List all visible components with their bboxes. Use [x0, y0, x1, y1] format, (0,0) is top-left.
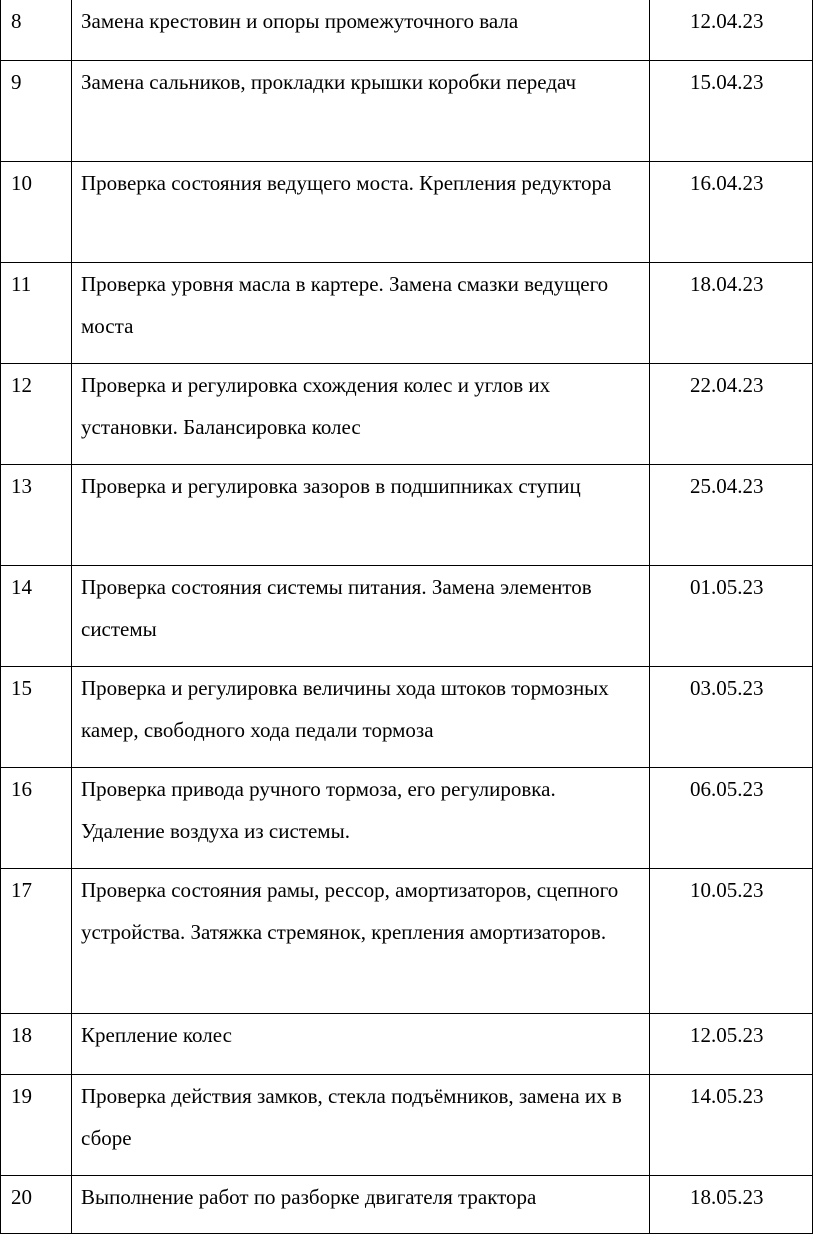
task-description: Проверка состояния рамы, рессор, амортизаторов, сцепного устройства. Затяжка стремянок, крепления амортизаторов. — [72, 869, 650, 1014]
row-number: 19 — [1, 1075, 72, 1176]
task-description: Проверка и регулировка величины хода штоков тормозных камер, свободного хода педали тормоза — [72, 667, 650, 768]
task-date: 18.04.23 — [650, 263, 813, 364]
task-description: Замена сальников, прокладки крышки коробки передач — [72, 61, 650, 162]
table-row — [1, 667, 813, 768]
task-date: 25.04.23 — [650, 465, 813, 566]
table-row — [1, 263, 813, 364]
row-number: 10 — [1, 162, 72, 263]
task-description: Проверка состояния системы питания. Замена элементов системы — [72, 566, 650, 667]
row-number: 17 — [1, 869, 72, 1014]
task-description: Выполнение работ по разборке двигателя трактора — [72, 1176, 650, 1234]
row-number: 11 — [1, 263, 72, 364]
task-date: 16.04.23 — [650, 162, 813, 263]
task-date: 12.04.23 — [650, 0, 813, 61]
table-row — [1, 566, 813, 667]
table-row — [1, 364, 813, 465]
row-number: 8 — [1, 0, 72, 61]
table-row — [1, 0, 813, 61]
task-date: 15.04.23 — [650, 61, 813, 162]
table-row — [1, 465, 813, 566]
task-description: Проверка привода ручного тормоза, его регулировка. Удаление воздуха из системы. — [72, 768, 650, 869]
row-number: 9 — [1, 61, 72, 162]
task-date: 22.04.23 — [650, 364, 813, 465]
task-description: Крепление колес — [72, 1014, 650, 1075]
table-row — [1, 61, 813, 162]
row-number: 14 — [1, 566, 72, 667]
task-date: 18.05.23 — [650, 1176, 813, 1234]
task-date: 12.05.23 — [650, 1014, 813, 1075]
table-row — [1, 768, 813, 869]
table-row — [1, 1176, 813, 1234]
row-number: 13 — [1, 465, 72, 566]
row-number: 18 — [1, 1014, 72, 1075]
table-row — [1, 1075, 813, 1176]
row-number: 16 — [1, 768, 72, 869]
table-row — [1, 162, 813, 263]
row-number: 20 — [1, 1176, 72, 1234]
task-description: Проверка действия замков, стекла подъёмников, замена их в сборе — [72, 1075, 650, 1176]
task-date: 10.05.23 — [650, 869, 813, 1014]
table-row — [1, 1014, 813, 1075]
task-date: 03.05.23 — [650, 667, 813, 768]
task-description: Проверка уровня масла в картере. Замена смазки ведущего моста — [72, 263, 650, 364]
task-description: Проверка состояния ведущего моста. Крепления редуктора — [72, 162, 650, 263]
task-description: Замена крестовин и опоры промежуточного вала — [72, 0, 650, 61]
table-row — [1, 869, 813, 1014]
task-date: 06.05.23 — [650, 768, 813, 869]
task-date: 01.05.23 — [650, 566, 813, 667]
row-number: 15 — [1, 667, 72, 768]
task-description: Проверка и регулировка зазоров в подшипниках ступиц — [72, 465, 650, 566]
task-description: Проверка и регулировка схождения колес и углов их установки. Балансировка колес — [72, 364, 650, 465]
row-number: 12 — [1, 364, 72, 465]
task-date: 14.05.23 — [650, 1075, 813, 1176]
